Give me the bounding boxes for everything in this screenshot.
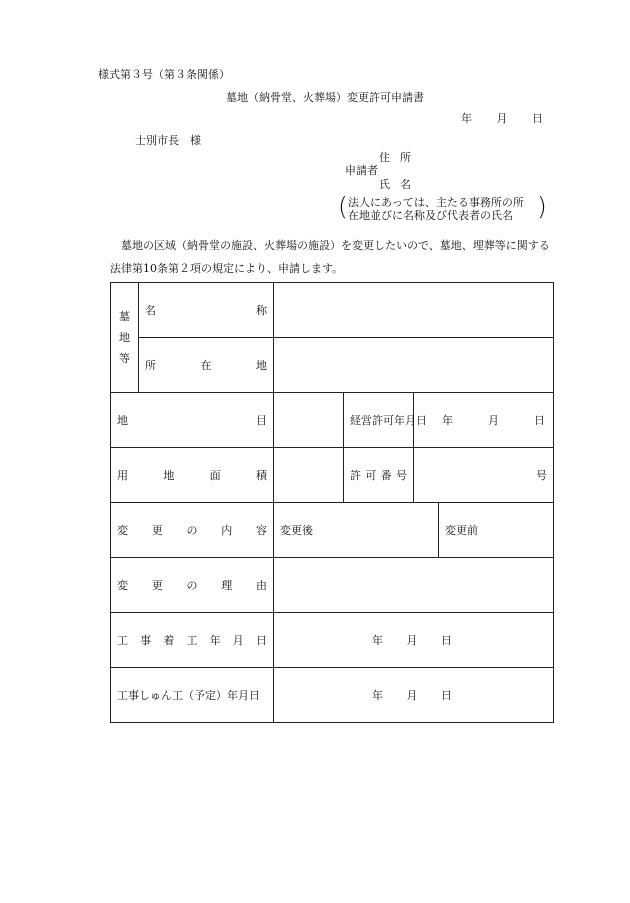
right-paren: ): [537, 192, 547, 221]
form-number: 様式第３号（第３条関係）: [98, 68, 230, 81]
after-change-field[interactable]: [274, 503, 439, 558]
row-construction-start: [111, 613, 554, 668]
row-location: [111, 338, 554, 393]
site-area-label-cell: 用 地 面 積: [111, 448, 274, 503]
row-cemetery-name: [111, 283, 554, 338]
completion-value-field[interactable]: 年 月 日: [274, 668, 554, 723]
date-line: [461, 110, 543, 126]
before-change-label: 変更前: [445, 524, 478, 537]
cemetery-group-label: 墓 地 等: [111, 283, 139, 393]
application-statement: 墓地の区域（納骨堂の施設、火葬場の施設）を変更したいので、墓地、埋葬等に関する法律第10条第２項の規定により、申請します。: [110, 239, 550, 275]
permit-number-value-field[interactable]: [414, 448, 554, 503]
construction-start-label-cell: 工 事 着 工 年 月 日: [111, 613, 274, 668]
change-reason-value-field[interactable]: [274, 558, 554, 613]
name-value-field[interactable]: [274, 283, 554, 338]
address-label-char: 所: [400, 151, 411, 164]
day-label: 日: [532, 112, 543, 125]
change-content-label-cell: 変 更 の 内 容: [111, 503, 274, 558]
address-label-char: 住: [379, 151, 390, 164]
permit-number-suffix: 号: [536, 469, 547, 482]
permit-number-label-cell: 許 可 番 号: [344, 448, 414, 503]
application-form-table: [110, 282, 554, 723]
location-value-field[interactable]: [274, 338, 554, 393]
applicant-label: 申請者: [345, 164, 378, 177]
row-change-reason: [111, 558, 554, 613]
before-change-field[interactable]: [439, 503, 554, 558]
corporation-note-text: [348, 196, 524, 222]
name-label: [379, 176, 411, 192]
permit-date-label-cell: 経営許可年月日: [344, 393, 414, 448]
name-label-cell: 名 称: [139, 283, 274, 338]
location-label-cell: 所 在 地: [139, 338, 274, 393]
row-completion: [111, 668, 554, 723]
completion-label-cell: 工事しゅん工（予定）年月日: [111, 668, 274, 723]
land-category-label-cell: 地 目: [111, 393, 274, 448]
land-category-value-field[interactable]: [274, 393, 344, 448]
construction-start-value-field[interactable]: 年 月 日: [274, 613, 554, 668]
addressee: 士別市長 様: [135, 134, 201, 147]
permit-date-value-field[interactable]: 年 月 日: [414, 393, 554, 448]
after-change-label: 変更後: [280, 524, 313, 537]
row-land-category: [111, 393, 554, 448]
year-label: 年: [461, 112, 472, 125]
left-paren: (: [338, 192, 348, 221]
corporation-note-line: 在地並びに名称及び代表者の氏名: [348, 209, 513, 222]
document-title: 墓地（納骨堂、火葬場）変更許可申請書: [226, 91, 424, 104]
row-site-area: [111, 448, 554, 503]
corporation-note-line: 法人にあっては、主たる事務所の所: [348, 196, 524, 209]
address-label: [379, 149, 411, 165]
name-label-char: 氏: [379, 178, 390, 191]
month-label: 月: [496, 112, 508, 125]
change-reason-label-cell: 変 更 の 理 由: [111, 558, 274, 613]
site-area-value-field[interactable]: [274, 448, 344, 503]
row-change-content: [111, 503, 554, 558]
name-label-char: 名: [400, 178, 411, 191]
